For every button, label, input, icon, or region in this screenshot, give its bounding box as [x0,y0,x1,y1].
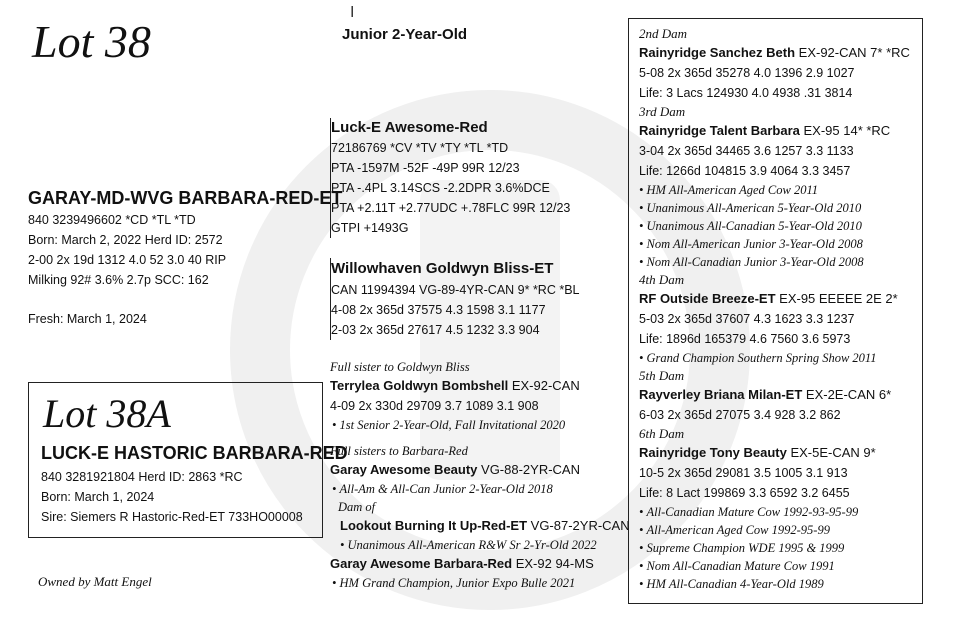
pedigree-box [628,18,923,604]
beauty-award: • All-Am & All-Can Junior 2-Year-Old 2018 [330,480,630,498]
dam-record: 6-03 2x 365d 27075 3.4 928 3.2 862 [639,408,841,422]
sire-line: PTA +2.11T +2.77UDC +.78FLC 99R 12/23 [331,201,571,215]
barbara-heading [330,554,630,574]
dam-award: • All-Canadian Mature Cow 1992-93-95-99 [639,503,912,521]
full-sisters-label: Full sisters to Barbara-Red [330,444,468,458]
dam-score: EX-5E-CAN 9* [786,445,876,460]
dam-heading [639,443,912,463]
dam-heading [639,121,912,141]
lookout-name: Lookout Burning It Up-Red-ET [340,518,528,533]
dam-block [330,258,580,340]
sire-line: GTPI +1493G [331,221,409,235]
lookout-score: VG-87-2YR-CAN [527,518,630,533]
dam-line: CAN 11994394 VG-89-4YR-CAN 9* *RC *BL [331,283,580,297]
dam-record: 3-04 2x 365d 34465 3.6 1257 3.3 1133 [639,144,854,158]
dam-name: Willowhaven Goldwyn Bliss-ET [331,260,554,277]
main-cow-reg-line: 840 3239496602 *CD *TL *TD [28,213,196,227]
dam-score: EX-95 EEEEE 2E 2* [775,291,898,306]
main-cow-record-line: 2-00 2x 19d 1312 4.0 52 3.0 40 RIP [28,253,227,267]
beauty-name: Garay Awesome Beauty [330,462,478,477]
barbara-name: Garay Awesome Barbara-Red [330,556,513,571]
sire-line: PTA -.4PL 3.14SCS -2.2DPR 3.6%DCE [331,181,550,195]
dam-name: Rainyridge Sanchez Beth [639,45,796,60]
lot38a-box [28,382,348,538]
dam-line: 4-08 2x 365d 37575 4.3 1598 3.1 1177 [331,303,546,317]
bombshell-score: EX-92-CAN [508,378,580,393]
lot38a-born-line: Born: March 1, 2024 [41,490,155,504]
main-cow-milking-line: Milking 92# 3.6% 2.7p SCC: 162 [28,273,209,287]
owner-text: Owned by Matt Engel [38,574,152,589]
bombshell-award: • 1st Senior 2-Year-Old, Fall Invitational 2020 [330,416,630,434]
sire-line: 72186769 *CV *TV *TY *TL *TD [331,141,509,155]
lot-title: Lot 38 [32,16,151,67]
dam-name: Rayverley Briana Milan-ET [639,387,803,402]
main-cow-name: GARAY-MD-WVG BARBARA-RED-ET [28,188,343,208]
class-title: Junior 2-Year-Old [342,26,468,43]
dam-name: RF Outside Breeze-ET [639,291,776,306]
lot38a-name: LUCK-E HASTORIC BARBARA-RED [41,443,348,463]
dam-heading [639,385,912,405]
dam-award: • Nom All-Canadian Junior 3-Year-Old 2008 [639,253,912,271]
dam-award: • Unanimous All-American 5-Year-Old 2010 [639,199,912,217]
dam-record: 10-5 2x 365d 29081 3.5 1005 3.1 913 [639,466,848,480]
main-cow-info [28,186,343,290]
dam-award: • HM All-American Aged Cow 2011 [639,181,912,199]
beauty-heading [330,460,630,480]
dam-of-label: Dam of [338,500,376,514]
fresh-date: Fresh: March 1, 2024 [28,312,147,326]
dam-award: • Nom All-Canadian Mature Cow 1991 [639,557,912,575]
bombshell-heading [330,376,630,396]
dam-heading [639,289,912,309]
sire-name: Luck-E Awesome-Red [331,119,488,136]
dam-award: • HM All-Canadian 4-Year-Old 1989 [639,575,912,593]
dam-record: 5-08 2x 365d 35278 4.0 1396 2.9 1027 [639,66,855,80]
dam-generation-label: 5th Dam [639,368,685,383]
lookout-heading [330,516,630,536]
dam-award: • Unanimous All-Canadian 5-Year-Old 2010 [639,217,912,235]
beauty-score: VG-88-2YR-CAN [477,462,580,477]
dam-record: 5-03 2x 365d 37607 4.3 1623 3.3 1237 [639,312,855,326]
dam-generation-label: 4th Dam [639,272,685,287]
dam-name: Rainyridge Tony Beauty [639,445,787,460]
barbara-award: • HM Grand Champion, Junior Expo Bulle 2021 [330,574,630,592]
lookout-award: • Unanimous All-American R&W Sr 2-Yr-Old 2022 [330,536,630,554]
sisters-block [330,358,630,592]
dam-record: Life: 1266d 104815 3.9 4064 3.3 3457 [639,164,851,178]
dam-award: • Grand Champion Southern Spring Show 2011 [639,349,912,367]
dam-award: • Supreme Champion WDE 1995 & 1999 [639,539,912,557]
dam-generation-label: 3rd Dam [639,104,686,119]
lot38a-title: Lot 38A [43,391,171,436]
dam-award: • Nom All-American Junior 3-Year-Old 2008 [639,235,912,253]
dam-name: Rainyridge Talent Barbara [639,123,800,138]
barbara-score: EX-92 94-MS [512,556,594,571]
dam-score: EX-95 14* *RC [799,123,891,138]
text-cursor-icon: I [350,4,355,21]
dam-heading [639,43,912,63]
bombshell-name: Terrylea Goldwyn Bombshell [330,378,509,393]
dam-score: EX-2E-CAN 6* [802,387,892,402]
lot38a-sire-line: Sire: Siemers R Hastoric-Red-ET 733HO00008 [41,510,303,524]
dam-record: Life: 8 Lact 199869 3.3 6592 3.2 6455 [639,486,850,500]
lot38a-reg-line: 840 3281921804 Herd ID: 2863 *RC [41,470,243,484]
dam-line: 2-03 2x 365d 27617 4.5 1232 3.3 904 [331,323,540,337]
full-sister-label: Full sister to Goldwyn Bliss [330,360,470,374]
dam-generation-label: 2nd Dam [639,26,688,41]
bombshell-record: 4-09 2x 330d 29709 3.7 1089 3.1 908 [330,399,539,413]
sire-line: PTA -1597M -52F -49P 99R 12/23 [331,161,520,175]
dam-generation-label: 6th Dam [639,426,685,441]
dam-score: EX-92-CAN 7* *RC [795,45,910,60]
main-cow-born-line: Born: March 2, 2022 Herd ID: 2572 [28,233,223,247]
sire-block [330,118,570,238]
dam-award: • All-American Aged Cow 1992-95-99 [639,521,912,539]
dam-record: Life: 1896d 165379 4.6 7560 3.6 5973 [639,332,851,346]
dam-record: Life: 3 Lacs 124930 4.0 4938 .31 3814 [639,86,853,100]
